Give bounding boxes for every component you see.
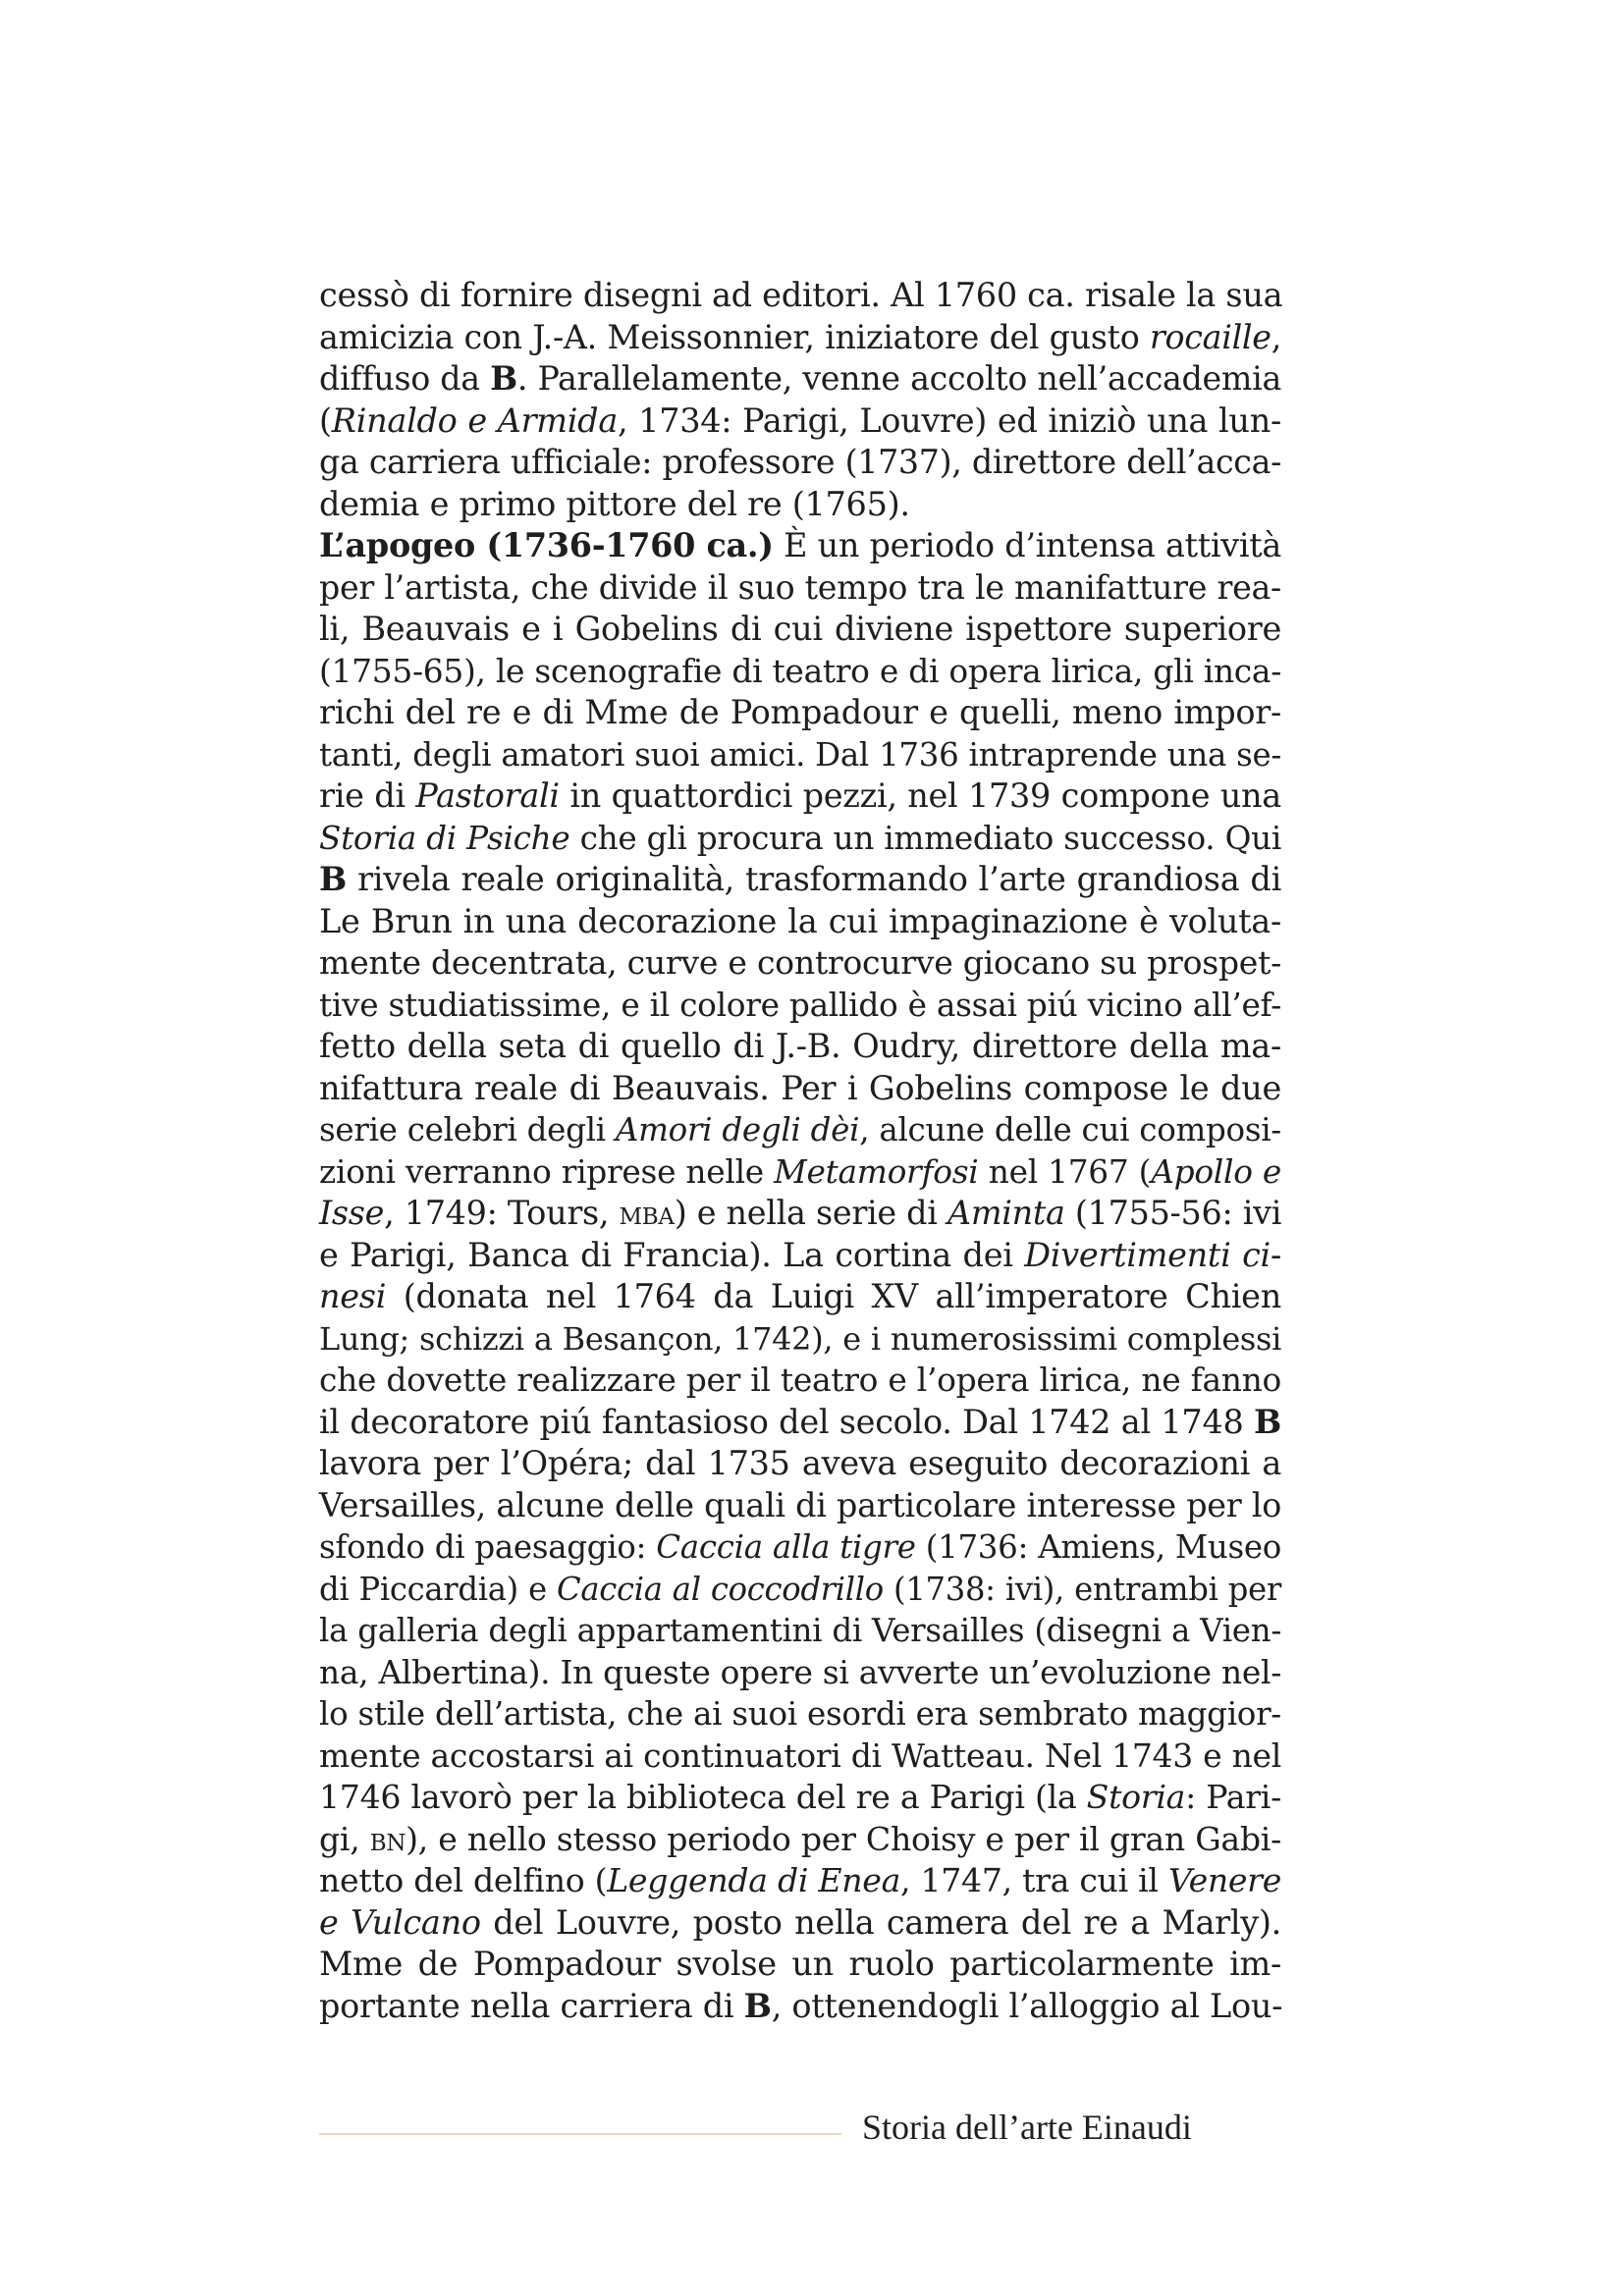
italic-run: Pastorali xyxy=(415,776,560,815)
text-run: cessò di fornire disegni ad editori. Al 1760 ca. risale la sua xyxy=(319,276,1283,314)
italic-run: Caccia al coccodrillo xyxy=(556,1570,884,1608)
text-line xyxy=(319,859,1281,901)
bold-run: L’apogeo (1736-1760 ca.) xyxy=(319,526,774,564)
text-line xyxy=(319,1902,1281,1945)
text-line xyxy=(319,1610,1281,1652)
text-line xyxy=(319,1944,1281,1986)
text-line xyxy=(319,818,1281,860)
text-run: , 1747, tra cui il xyxy=(900,1861,1168,1899)
text-run: portante nella carriera di xyxy=(319,1986,744,2025)
text-line xyxy=(319,1485,1281,1527)
text-line xyxy=(319,1569,1281,1611)
text-line xyxy=(319,567,1281,610)
italic-run: Storia di Psiche xyxy=(319,819,570,857)
text-line xyxy=(319,692,1281,734)
italic-run: Caccia alla tigre xyxy=(656,1528,916,1566)
smallcaps-run: bn xyxy=(369,1819,406,1858)
footer-title: Storia dell’arte Einaudi xyxy=(862,2108,1192,2147)
text-run: Mme de Pompadour svolse un ruolo particolarmente im- xyxy=(319,1945,1281,1983)
italic-run: Divertimenti ci- xyxy=(1024,1235,1281,1274)
bold-run: B xyxy=(490,359,517,398)
text-line xyxy=(319,734,1281,776)
text-line xyxy=(319,651,1281,693)
text-run: , 1734: Parigi, Louvre) ed iniziò una lun- xyxy=(618,400,1281,440)
text-line xyxy=(319,1318,1281,1361)
text-run: ga carriera ufficiale: professore (1737), direttore dell’acca- xyxy=(319,443,1281,481)
body-text xyxy=(319,275,1281,2027)
italic-run: Apollo e xyxy=(1151,1152,1281,1191)
text-run: nifattura reale di Beauvais. Per i Gobelins compose le due xyxy=(319,1068,1281,1107)
bold-run: B xyxy=(319,860,348,898)
text-line xyxy=(319,1276,1281,1318)
text-run: lavora per l’Opéra; dal 1735 aveva eseguito decorazioni a xyxy=(319,1444,1281,1482)
text-line xyxy=(319,1402,1281,1444)
bold-run: B xyxy=(1253,1402,1281,1441)
italic-run: rocaille xyxy=(1149,317,1271,356)
text-line xyxy=(319,1526,1281,1569)
text-line xyxy=(319,400,1281,443)
text-run: amicizia con J.-A. Meissonnier, iniziatore del gusto xyxy=(319,317,1150,356)
text-line xyxy=(319,358,1281,400)
text-line xyxy=(319,1735,1281,1778)
text-line xyxy=(319,1986,1281,2028)
italic-run: Venere xyxy=(1168,1861,1282,1899)
text-run: (1736: Amiens, Museo xyxy=(915,1528,1282,1566)
text-run: serie celebri degli xyxy=(319,1111,616,1148)
text-run: zioni verranno riprese nelle xyxy=(319,1152,775,1191)
italic-run: Leggenda di Enea xyxy=(607,1861,901,1899)
text-run: Lung; schizzi a Besançon, 1742), e i numerosissimi complessi xyxy=(319,1319,1281,1358)
text-run: in quattordici pezzi, nel 1739 compone una xyxy=(559,776,1281,815)
text-line xyxy=(319,1777,1281,1819)
text-run: rie di xyxy=(319,776,416,815)
text-run: ), e nello stesso periodo per Choisy e per il gran Gabi- xyxy=(406,1819,1281,1858)
text-line xyxy=(319,1068,1281,1110)
italic-run: Rinaldo e Armida xyxy=(331,400,618,440)
text-line xyxy=(319,1235,1281,1277)
text-run: , xyxy=(1271,317,1281,356)
text-run: e Parigi, Banca di Francia). La cortina dei xyxy=(319,1235,1025,1274)
text-run: la galleria degli appartamentini di Versailles (disegni a Vien- xyxy=(319,1612,1281,1649)
text-run: tanti, degli amatori suoi amici. Dal 1736 intraprende una se- xyxy=(319,735,1281,774)
text-run: ) e nella serie di xyxy=(674,1194,947,1232)
text-run: diffuso da xyxy=(319,359,491,398)
text-line xyxy=(319,317,1281,359)
text-line xyxy=(319,1819,1281,1861)
text-run: gi, xyxy=(319,1819,370,1858)
italic-run: Storia xyxy=(1086,1778,1186,1816)
text-run: (1755-65), le scenografie di teatro e di opera lirica, gli inca- xyxy=(319,651,1281,690)
italic-run: Isse xyxy=(319,1194,385,1232)
text-run: , 1749: Tours, xyxy=(384,1194,620,1232)
text-run: lo stile dell’artista, che ai suoi esordi era sembrato maggior- xyxy=(319,1695,1281,1733)
text-run: tive studiatissime, e il colore pallido è assai piú vicino all’ef- xyxy=(319,986,1281,1024)
italic-run: e Vulcano xyxy=(319,1902,481,1942)
text-line xyxy=(319,985,1281,1027)
text-run: È un periodo d’intensa attività xyxy=(773,526,1281,564)
text-run: : Pari- xyxy=(1185,1778,1282,1816)
text-run: per l’artista, che divide il suo tempo tra le manifatture rea- xyxy=(319,567,1281,607)
text-line xyxy=(319,1860,1281,1902)
text-run: mente accostarsi ai continuatori di Watteau. Nel 1743 e nel xyxy=(319,1735,1281,1775)
smallcaps-run: mba xyxy=(619,1194,675,1232)
text-run: mente decentrata, curve e controcurve giocano su prospet- xyxy=(319,943,1281,982)
text-run: ( xyxy=(319,400,332,440)
text-run: 1746 lavorò per la biblioteca del re a Parigi (la xyxy=(319,1778,1087,1816)
text-line xyxy=(319,525,1281,567)
footer-rule xyxy=(319,2133,841,2135)
text-line xyxy=(319,1652,1281,1694)
text-run: sfondo di paesaggio: xyxy=(319,1528,657,1566)
text-line xyxy=(319,1151,1281,1194)
italic-run: nesi xyxy=(319,1277,387,1315)
text-line xyxy=(319,1026,1281,1068)
text-run: nel 1767 ( xyxy=(978,1152,1152,1191)
text-run: che dovette realizzare per il teatro e l’opera lirica, ne fanno xyxy=(319,1361,1281,1399)
text-run: , ottenendogli l’alloggio al Lou- xyxy=(771,1986,1283,2025)
text-run: Le Brun in una decorazione la cui impaginazione è voluta- xyxy=(319,901,1281,940)
text-line xyxy=(319,1193,1281,1235)
italic-run: Aminta xyxy=(947,1194,1065,1232)
bold-run: B xyxy=(743,1986,772,2025)
text-line xyxy=(319,1443,1281,1485)
text-line xyxy=(319,442,1281,484)
text-line xyxy=(319,775,1281,818)
text-line xyxy=(319,942,1281,985)
text-run: li, Beauvais e i Gobelins di cui diviene ispettore superiore xyxy=(319,610,1281,648)
text-line xyxy=(319,484,1281,526)
text-run: rivela reale originalità, trasformando l’arte grandiosa di xyxy=(347,860,1281,898)
text-run: del Louvre, posto nella camera del re a Marly). xyxy=(480,1902,1281,1942)
text-run: , alcune delle cui composi- xyxy=(859,1111,1281,1148)
text-run: (donata nel 1764 da Luigi XV all’imperatore Chien xyxy=(386,1277,1281,1315)
italic-run: Metamorfosi xyxy=(774,1152,979,1191)
text-run: . Parallelamente, venne accolto nell’accademia xyxy=(516,359,1281,398)
text-run: fetto della seta di quello di J.-B. Oudry, direttore della ma- xyxy=(319,1027,1281,1065)
italic-run: Amori degli dèi xyxy=(615,1111,860,1148)
text-line xyxy=(319,1109,1281,1151)
text-run: che gli procura un immediato successo. Qui xyxy=(569,819,1281,857)
text-line xyxy=(319,609,1281,651)
text-run: (1755-56: ivi xyxy=(1064,1194,1282,1232)
text-line xyxy=(319,1693,1281,1735)
text-line xyxy=(319,275,1281,317)
text-run: di Piccardia) e xyxy=(319,1570,557,1608)
text-run: (1738: ivi), entrambi per xyxy=(883,1570,1281,1608)
text-line xyxy=(319,1360,1281,1402)
text-run: richi del re e di Mme de Pompadour e quelli, meno impor- xyxy=(319,693,1281,731)
text-run: il decoratore piú fantasioso del secolo. Dal 1742 al 1748 xyxy=(319,1402,1254,1441)
text-line xyxy=(319,901,1281,943)
text-run: Versailles, alcune delle quali di particolare interesse per lo xyxy=(319,1485,1281,1524)
text-run: netto del delfino ( xyxy=(319,1861,608,1899)
text-run: na, Albertina). In queste opere si avverte un’evoluzione nel- xyxy=(319,1652,1281,1691)
text-run: demia e primo pittore del re (1765). xyxy=(319,484,910,523)
